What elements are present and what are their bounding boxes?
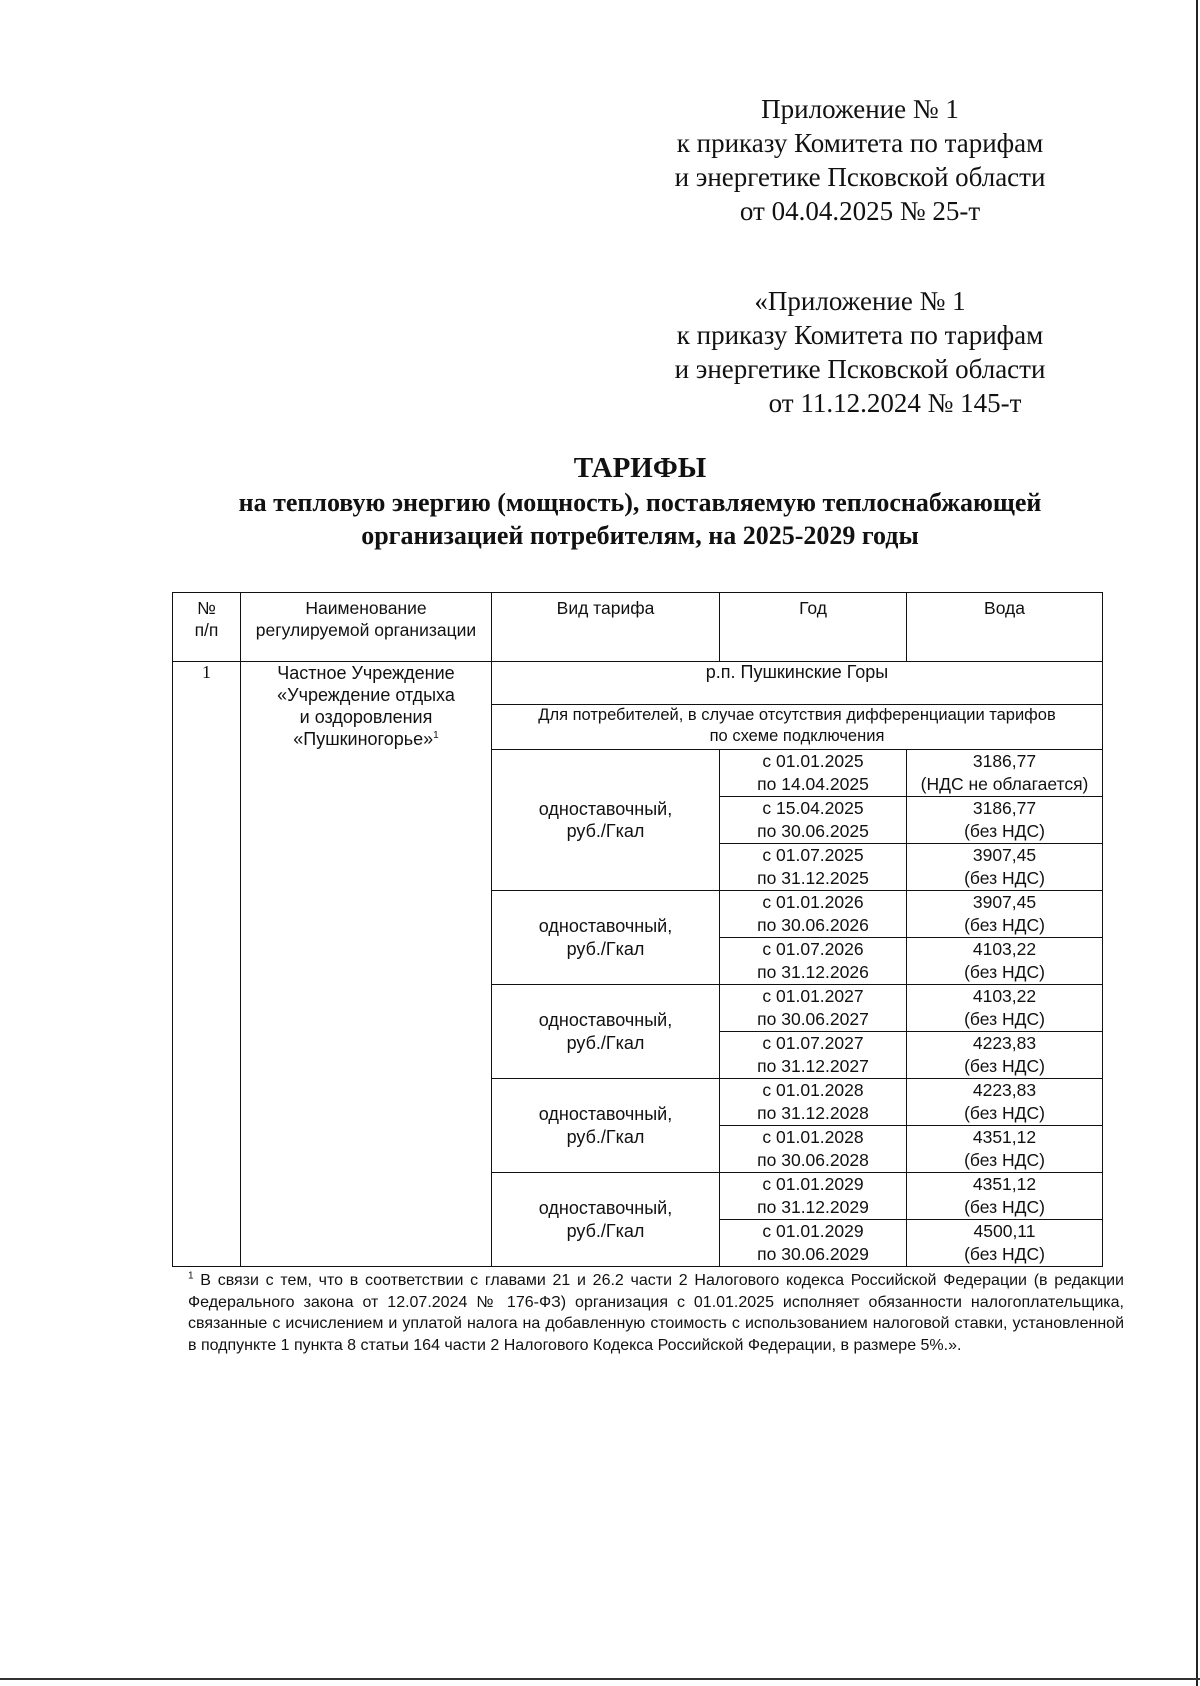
tariff-value: 4223,83 [972, 1033, 1037, 1053]
tariff-value: 3186,77 [972, 751, 1037, 771]
water-tariff-cell [907, 1173, 1103, 1220]
tariff-value: 3907,45 [972, 892, 1037, 912]
period-to: по 30.06.2028 [757, 1149, 869, 1170]
water-tariff-cell [907, 797, 1103, 844]
tariff-value: 3907,45 [972, 845, 1037, 865]
tariff-type-cell [492, 1079, 720, 1173]
vat-note: (без НДС) [964, 1008, 1045, 1029]
period-cell [720, 938, 907, 985]
water-tariff-cell [907, 1079, 1103, 1126]
annex-line: и энергетике Псковской области [674, 162, 1046, 192]
water-tariff-cell [907, 938, 1103, 985]
tariff-type-cell [492, 1173, 720, 1267]
period-to: по 31.12.2027 [757, 1055, 869, 1076]
title-main: ТАРИФЫ [573, 452, 707, 484]
period-from: с 15.04.2025 [762, 798, 864, 818]
annex-header-current [640, 92, 1080, 228]
title-subtitle-line: организацией потребителям, на 2025-2029 годы [361, 521, 919, 550]
tariff-type-cell [492, 750, 720, 891]
vat-note: (без НДС) [964, 1149, 1045, 1170]
period-from: с 01.01.2026 [762, 892, 864, 912]
annex-line: к приказу Комитета по тарифам [676, 320, 1044, 350]
period-cell [720, 844, 907, 891]
tariff-value: 4351,12 [972, 1127, 1037, 1147]
period-to: по 31.12.2029 [757, 1196, 869, 1217]
water-tariff-cell [907, 750, 1103, 797]
row-number: 1 [173, 662, 241, 1267]
footnote-number: 1 [188, 1270, 194, 1282]
tariff-unit-line: руб./Гкал [566, 1032, 645, 1053]
tariff-unit-line: руб./Гкал [566, 1220, 645, 1241]
tariff-type-cell [492, 985, 720, 1079]
vat-note: (без НДС) [964, 1102, 1045, 1123]
annex-line: и энергетике Псковской области [674, 354, 1046, 384]
period-from: с 01.01.2029 [762, 1221, 864, 1241]
period-cell [720, 750, 907, 797]
period-to: по 30.06.2029 [757, 1243, 869, 1264]
title-subtitle-line: на тепловую энергию (мощность), поставляемую теплоснабжающей [238, 488, 1042, 517]
period-to: по 30.06.2027 [757, 1008, 869, 1029]
header-tariff-type: Вид тарифа [492, 593, 720, 662]
header-number: № п/п [173, 593, 241, 662]
vat-note: (без НДС) [964, 820, 1045, 841]
period-to: по 30.06.2026 [757, 914, 869, 935]
period-cell [720, 1220, 907, 1267]
tariff-value: 3186,77 [972, 798, 1037, 818]
org-line: «Пушкиногорье»$^1$ [293, 729, 439, 749]
period-from: с 01.01.2029 [762, 1174, 864, 1194]
org-line: Частное Учреждение [277, 663, 455, 683]
period-cell [720, 1173, 907, 1220]
water-tariff-cell [907, 1032, 1103, 1079]
period-cell [720, 797, 907, 844]
page-edge-line [1196, 0, 1198, 1686]
tariff-type-line: одноставочный, [538, 1104, 673, 1124]
location-cell: р.п. Пушкинские Горы [492, 662, 1103, 705]
annex-line: от 11.12.2024 № 145-т [768, 388, 1022, 418]
org-line: «Учреждение отдыха [277, 685, 455, 705]
water-tariff-cell [907, 891, 1103, 938]
period-cell [720, 891, 907, 938]
vat-note: (НДС не облагается) [920, 773, 1089, 794]
vat-note: (без НДС) [964, 1055, 1045, 1076]
table-header-row [173, 593, 1103, 662]
tariff-type-line: одноставочный, [538, 1010, 673, 1030]
tariff-value: 4103,22 [972, 986, 1037, 1006]
period-cell [720, 985, 907, 1032]
vat-note: (без НДС) [964, 1243, 1045, 1264]
page-bottom-edge-line [0, 1678, 1200, 1680]
tariff-type-cell [492, 891, 720, 985]
footnote-marker: 1 [433, 730, 439, 741]
header-organization: Наименование регулируемой организации [241, 593, 492, 662]
water-tariff-cell [907, 985, 1103, 1032]
footnote-text: В связи с тем, что в соответствии с главами 21 и 26.2 части 2 Налогового кодекса Российской Федерации (в редакции Федерального закона от 12.07.2024 № 176-ФЗ) организация с 01.01.2025 исполняет обязанности налогоплательщика, связанные с исчислением и уплатой налога на добавленную стоимость с использованием налоговой ставки, установленной в подпункте 1 пункта 8 статьи 164 части 2 Налогового Кодекса Российской Федерации, в размере 5%.». [188, 1272, 1124, 1354]
org-line: и оздоровления [299, 707, 433, 727]
vat-note: (без НДС) [964, 961, 1045, 982]
tariff-type-line: одноставочный, [538, 1198, 673, 1218]
period-from: с 01.01.2027 [762, 986, 864, 1006]
period-to: по 30.06.2025 [757, 820, 869, 841]
period-from: с 01.07.2025 [762, 845, 864, 865]
water-tariff-cell [907, 1126, 1103, 1173]
period-to: по 14.04.2025 [757, 773, 869, 794]
annex-line: Приложение № 1 [761, 94, 959, 124]
vat-note: (без НДС) [964, 867, 1045, 888]
header-year: Год [720, 593, 907, 662]
annex-line: «Приложение № 1 [754, 286, 966, 316]
annex-line: к приказу Комитета по тарифам [676, 128, 1044, 158]
period-to: по 31.12.2025 [757, 867, 869, 888]
vat-note: (без НДС) [964, 1196, 1045, 1217]
tariff-unit-line: руб./Гкал [566, 821, 645, 841]
consumers-cell: Для потребителей, в случае отсутствия дифференциации тарифов по схеме подключения [492, 705, 1103, 750]
period-cell [720, 1079, 907, 1126]
tariff-value: 4500,11 [973, 1221, 1036, 1241]
tariff-value: 4351,12 [972, 1174, 1037, 1194]
tariff-value: 4103,22 [972, 939, 1037, 959]
vat-note: (без НДС) [964, 914, 1045, 935]
document-title [150, 450, 1130, 552]
period-cell [720, 1126, 907, 1173]
tariff-unit-line: руб./Гкал [566, 938, 645, 959]
organization-cell [241, 662, 492, 1267]
period-from: с 01.01.2028 [762, 1080, 864, 1100]
tariff-unit-line: руб./Гкал [566, 1126, 645, 1147]
location-row [173, 662, 1103, 705]
period-cell [720, 1032, 907, 1079]
period-to: по 31.12.2028 [757, 1102, 869, 1123]
period-from: с 01.01.2028 [762, 1127, 864, 1147]
period-from: с 01.07.2027 [762, 1033, 864, 1053]
period-to: по 31.12.2026 [757, 961, 869, 982]
tariff-type-line: одноставочный, [538, 798, 673, 819]
water-tariff-cell [907, 1220, 1103, 1267]
header-water: Вода [907, 593, 1103, 662]
tariff-value: 4223,83 [972, 1080, 1037, 1100]
annex-header-amended [640, 284, 1080, 420]
tariff-table [172, 592, 1103, 1267]
water-tariff-cell [907, 844, 1103, 891]
tariff-type-line: одноставочный, [538, 916, 673, 936]
period-from: с 01.01.2025 [762, 751, 864, 771]
footnote [188, 1270, 1124, 1356]
annex-line: от 04.04.2025 № 25-т [739, 196, 981, 226]
period-from: с 01.07.2026 [762, 939, 864, 959]
